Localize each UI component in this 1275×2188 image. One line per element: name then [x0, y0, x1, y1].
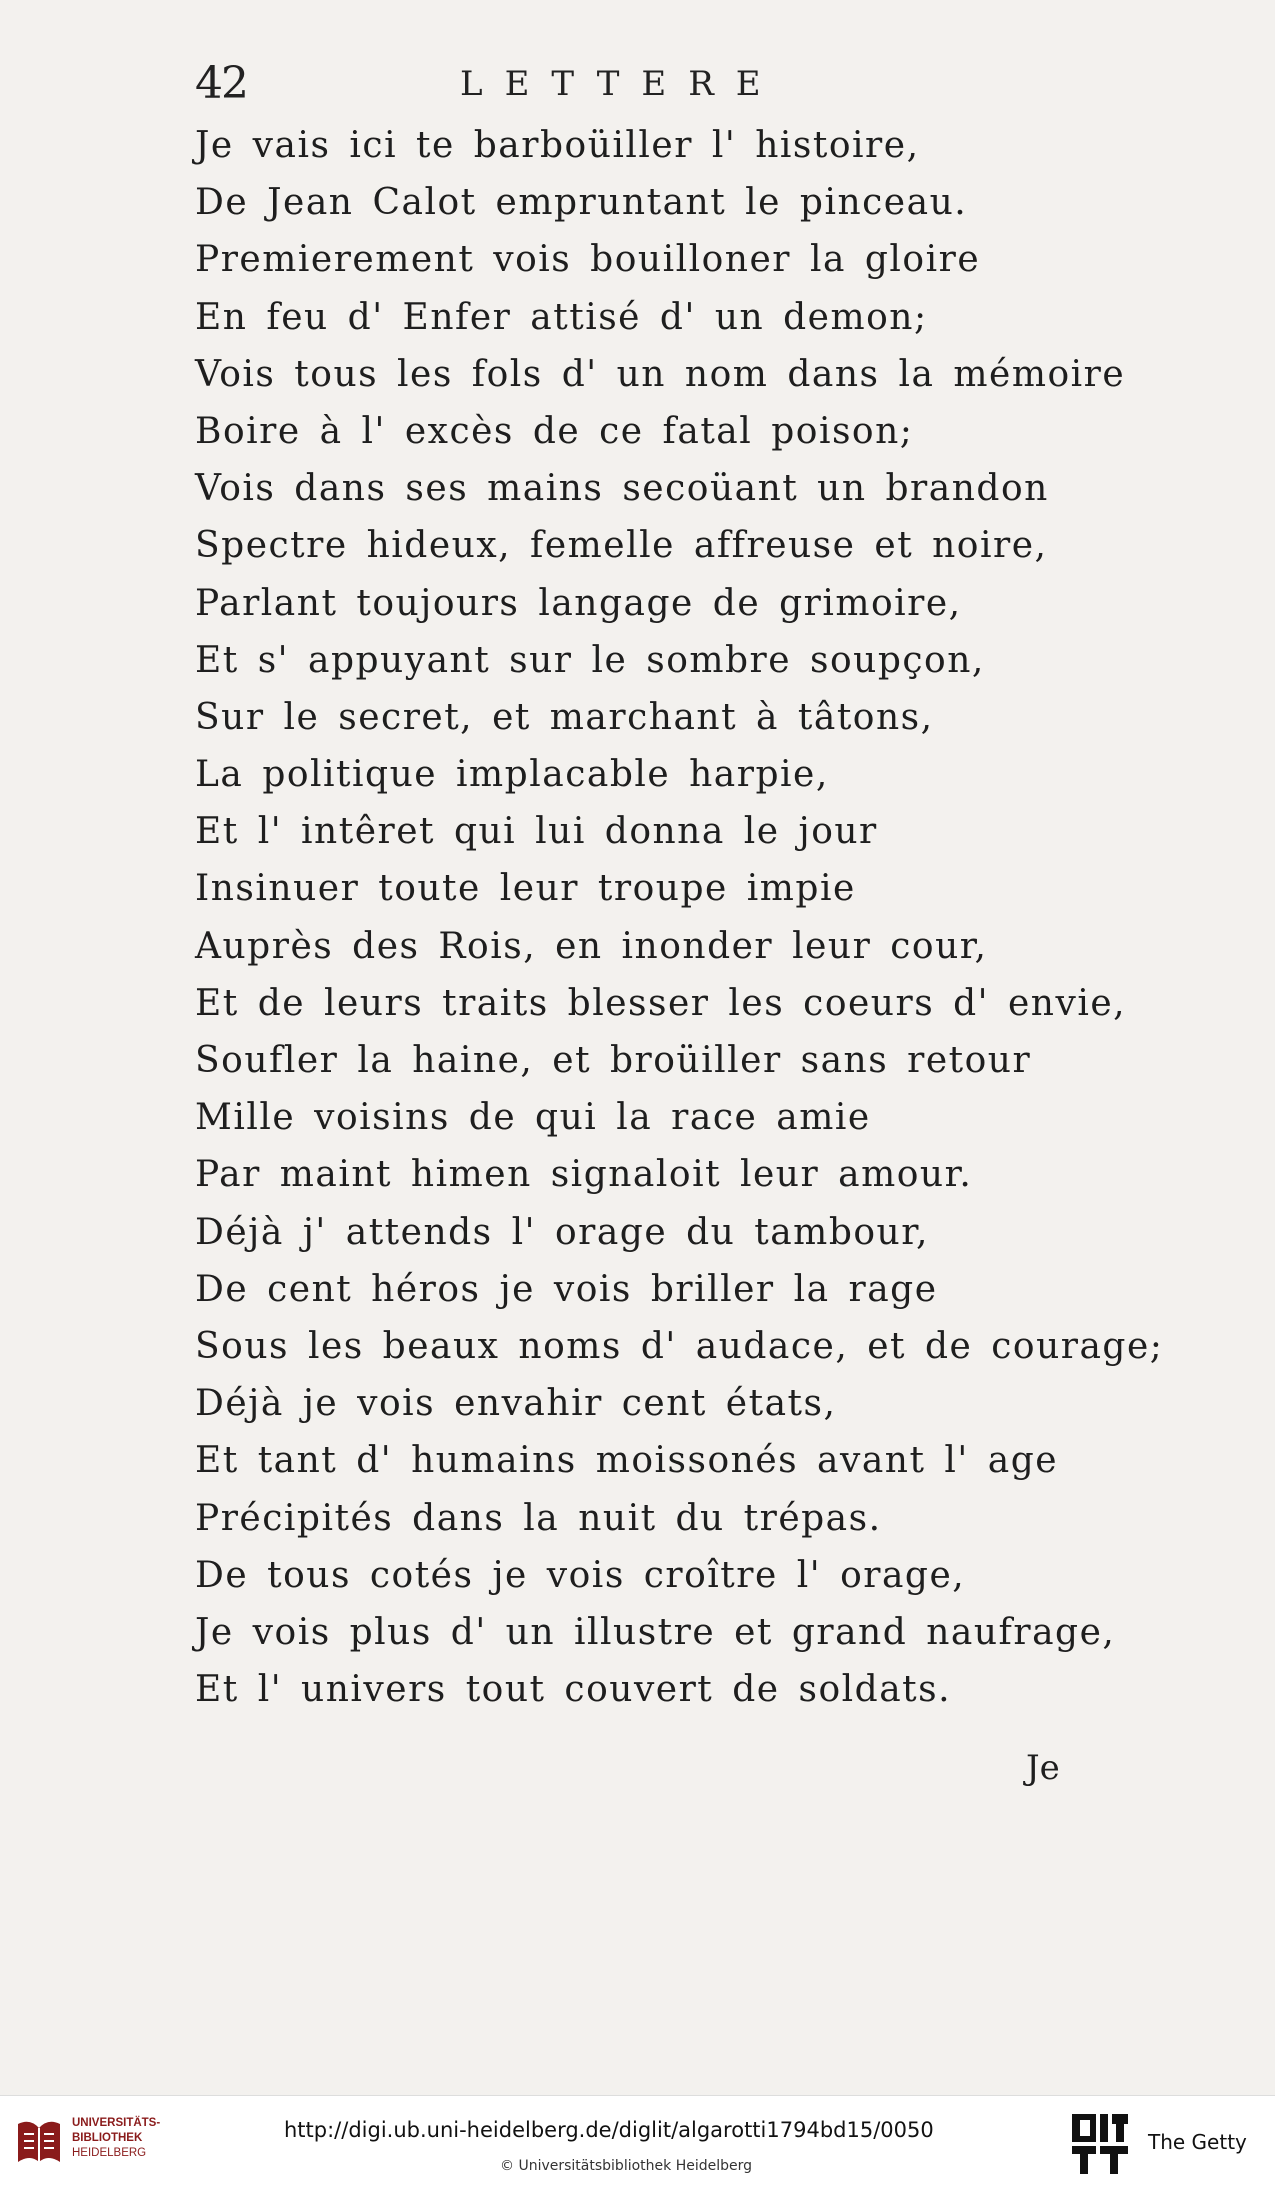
running-head: LETTERE	[460, 64, 783, 104]
verse-line: Parlant toujours langage de grimoire,	[195, 582, 962, 624]
verse-block	[195, 117, 1175, 1718]
copyright-notice: © Universitätsbibliothek Heidelberg	[500, 2158, 753, 2174]
getty-logo-icon[interactable]	[1070, 2112, 1130, 2176]
verse-line: Et s' appuyant sur le sombre soupçon,	[195, 639, 985, 681]
verse-line: Et de leurs traits blesser les coeurs d' envie,	[195, 982, 1127, 1024]
verse-line: En feu d' Enfer attisé d' un demon;	[195, 296, 928, 338]
getty-name: The Getty	[1148, 2130, 1247, 2154]
library-name	[72, 2116, 160, 2161]
verse-line: Vois dans ses mains secoüant un brandon	[195, 468, 1049, 510]
verse-line: Et l' intêret qui lui donna le jour	[195, 811, 878, 853]
verse-line: Je vois plus d' un illustre et grand naufrage,	[195, 1611, 1116, 1653]
verse-line: De cent héros je vois briller la rage	[195, 1268, 938, 1310]
verse-line: Je vais ici te barboüiller l' histoire,	[195, 125, 920, 166]
page-number: 42	[195, 58, 247, 109]
verse-line: De tous cotés je vois croître l' orage,	[195, 1554, 966, 1596]
verse-line: De Jean Calot empruntant le pinceau.	[195, 182, 968, 224]
library-name-line: HEIDELBERG	[72, 2147, 147, 2159]
verse-line: Et tant d' humains moissonés avant l' age	[195, 1440, 1059, 1482]
verse-line: Premierement vois bouilloner la gloire	[195, 239, 981, 281]
verse-line: Auprès des Rois, en inonder leur cour,	[195, 925, 988, 967]
verse-line: Et l' univers tout couvert de soldats.	[195, 1669, 952, 1711]
ub-heidelberg-logo-icon[interactable]	[12, 2114, 66, 2168]
permalink-url[interactable]: http://digi.ub.uni-heidelberg.de/diglit/algarotti1794bd15/0050	[284, 2118, 934, 2142]
library-name-line: UNIVERSITÄTS-	[72, 2117, 161, 2129]
viewer-footer	[0, 2095, 1275, 2188]
verse-line: Spectre hideux, femelle affreuse et noire,	[195, 525, 1048, 567]
verse-line: Sous les beaux noms d' audace, et de courage;	[195, 1325, 1164, 1367]
verse-line: Insinuer toute leur troupe impie	[195, 868, 856, 910]
catchword: Je	[1026, 1748, 1060, 1788]
page-header	[195, 58, 1135, 118]
verse-line: La politique implacable harpie,	[195, 754, 829, 796]
verse-line: Par maint himen signaloit leur amour.	[195, 1154, 973, 1196]
verse-line: Précipités dans la nuit du trépas.	[195, 1497, 882, 1539]
verse-line: Sur le secret, et marchant à tâtons,	[195, 696, 934, 738]
verse-line: Mille voisins de qui la race amie	[195, 1097, 871, 1139]
library-name-line: BIBLIOTHEK	[72, 2132, 143, 2144]
verse-line: Vois tous les fols d' un nom dans la mémoire	[195, 353, 1126, 395]
verse-line: Soufler la haine, et broüiller sans retour	[195, 1040, 1032, 1081]
verse-line: Déjà j' attends l' orage du tambour,	[195, 1211, 929, 1253]
verse-line: Boire à l' excès de ce fatal poison;	[195, 410, 914, 452]
verse-line: Déjà je vois envahir cent états,	[195, 1383, 837, 1425]
